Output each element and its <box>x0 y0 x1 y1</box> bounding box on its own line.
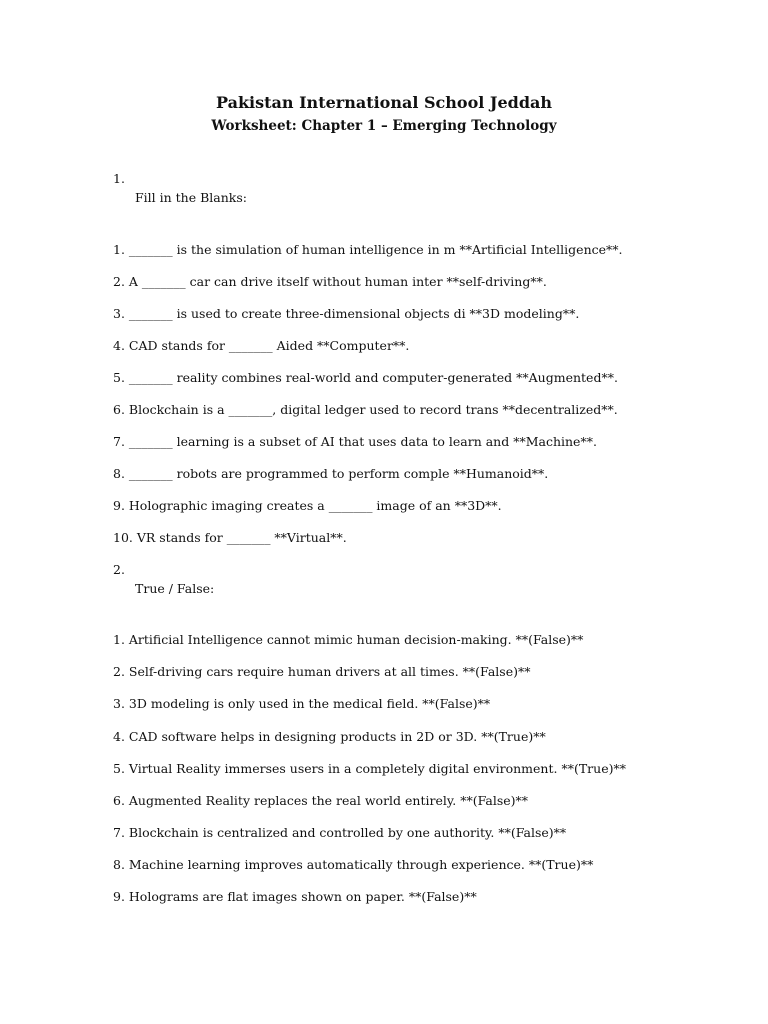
fill-blank-item: 3. _______ is used to create three-dimensional objects di **3D modeling**. <box>113 306 580 321</box>
fill-blank-item: 1. _______ is the simulation of human intelligence in m **Artificial Intelligence**. <box>113 242 623 257</box>
worksheet-title: Worksheet: Chapter 1 – Emerging Technology <box>211 118 557 134</box>
true-false-item: 3. 3D modeling is only used in the medical field. **(False)** <box>113 696 491 711</box>
true-false-item: 8. Machine learning improves automatically through experience. **(True)** <box>113 857 594 872</box>
true-false-item: 1. Artificial Intelligence cannot mimic human decision-making. **(False)** <box>113 632 584 647</box>
true-false-item: 5. Virtual Reality immerses users in a completely digital environment. **(True)** <box>113 761 626 776</box>
true-false-item: 7. Blockchain is centralized and controlled by one authority. **(False)** <box>113 825 567 840</box>
fill-blank-item: 8. _______ robots are programmed to perform comple **Humanoid**. <box>113 466 549 481</box>
section-2-number: 2. <box>113 562 125 577</box>
fill-blank-item: 5. _______ reality combines real-world and computer-generated **Augmented**. <box>113 370 618 385</box>
true-false-item: 2. Self-driving cars require human drivers at all times. **(False)** <box>113 664 531 679</box>
section-1-heading: Fill in the Blanks: <box>135 190 247 205</box>
fill-blank-item: 4. CAD stands for _______ Aided **Computer**. <box>113 338 410 353</box>
fill-blank-item: 2. A _______ car can drive itself without human inter **self-driving**. <box>113 274 547 289</box>
fill-blank-item: 6. Blockchain is a _______, digital ledger used to record trans **decentralized**. <box>113 402 618 417</box>
section-1-number: 1. <box>113 171 125 186</box>
school-title: Pakistan International School Jeddah <box>215 93 553 112</box>
true-false-item: 4. CAD software helps in designing products in 2D or 3D. **(True)** <box>113 729 546 744</box>
fill-blank-item: 10. VR stands for _______ **Virtual**. <box>113 530 347 545</box>
fill-blank-item: 7. _______ learning is a subset of AI that uses data to learn and **Machine**. <box>113 434 597 449</box>
true-false-item: 9. Holograms are flat images shown on paper. **(False)** <box>113 889 477 904</box>
section-2-heading: True / False: <box>135 581 215 596</box>
fill-blank-item: 9. Holographic imaging creates a _______ image of an **3D**. <box>113 498 502 513</box>
true-false-item: 6. Augmented Reality replaces the real world entirely. **(False)** <box>113 793 529 808</box>
